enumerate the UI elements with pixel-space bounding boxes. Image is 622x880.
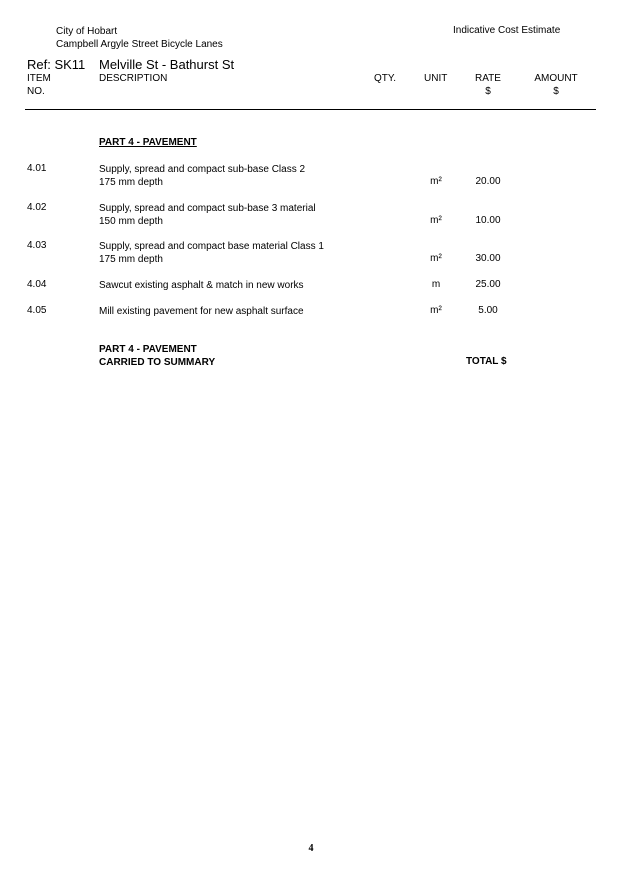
- column-heading-rate-line2: $: [485, 86, 491, 97]
- reference-code: Ref: SK11: [27, 57, 86, 72]
- item-number: 4.05: [27, 305, 47, 316]
- column-heading-item-line1: ITEM: [27, 73, 51, 84]
- total-label: TOTAL $: [466, 356, 507, 367]
- item-unit: m²: [430, 305, 442, 316]
- item-description: [99, 163, 305, 189]
- item-description-line2: 175 mm depth: [99, 254, 163, 265]
- item-number: 4.02: [27, 202, 47, 213]
- reference-title: Melville St - Bathurst St: [99, 57, 235, 72]
- item-description-line1: Mill existing pavement for new asphalt surface: [99, 306, 304, 317]
- item-unit: m²: [430, 253, 442, 264]
- column-heading-rate-line1: RATE: [475, 73, 501, 84]
- item-number: 4.01: [27, 163, 47, 174]
- item-description: [99, 240, 324, 266]
- column-heading-description: DESCRIPTION: [99, 73, 168, 84]
- header-divider: [25, 109, 596, 110]
- item-number: 4.04: [27, 279, 47, 290]
- item-rate: 5.00: [478, 305, 498, 316]
- item-description-line2: 150 mm depth: [99, 216, 163, 227]
- item-description: [99, 305, 304, 318]
- part-title: PART 4 - PAVEMENT: [99, 137, 197, 148]
- column-heading-amount-line2: $: [553, 86, 559, 97]
- column-heading-rate: [468, 72, 508, 98]
- item-number: 4.03: [27, 240, 47, 251]
- item-description-line1: Supply, spread and compact base material Class 1: [99, 241, 324, 252]
- column-heading-item-no: [27, 72, 51, 98]
- part-summary-label: [99, 343, 215, 369]
- item-unit: m²: [430, 176, 442, 187]
- part-summary-label-line2: CARRIED TO SUMMARY: [99, 357, 216, 368]
- item-description: [99, 279, 304, 292]
- column-heading-amount: [530, 72, 582, 98]
- item-description-line2: 175 mm depth: [99, 177, 163, 188]
- item-unit: m: [431, 279, 441, 290]
- page-header-left: [56, 25, 223, 51]
- page-number: 4: [308, 843, 314, 854]
- document-type: Indicative Cost Estimate: [453, 25, 561, 36]
- item-description-line1: Supply, spread and compact sub-base 3 material: [99, 203, 316, 214]
- item-rate: 25.00: [475, 279, 501, 290]
- part-summary-label-line1: PART 4 - PAVEMENT: [99, 344, 197, 355]
- column-heading-unit: UNIT: [424, 73, 448, 84]
- column-heading-amount-line1: AMOUNT: [534, 73, 578, 84]
- item-description: [99, 202, 316, 228]
- item-description-line1: Supply, spread and compact sub-base Class 2: [99, 164, 306, 175]
- project-name: Campbell Argyle Street Bicycle Lanes: [56, 39, 223, 50]
- column-heading-item-line2: NO.: [27, 86, 45, 97]
- item-unit: m²: [430, 215, 442, 226]
- item-rate: 30.00: [475, 253, 501, 264]
- item-rate: 20.00: [475, 176, 501, 187]
- column-heading-qty: QTY.: [374, 73, 397, 84]
- item-rate: 10.00: [475, 215, 501, 226]
- client-name: City of Hobart: [56, 26, 118, 37]
- item-description-line1: Sawcut existing asphalt & match in new works: [99, 280, 304, 291]
